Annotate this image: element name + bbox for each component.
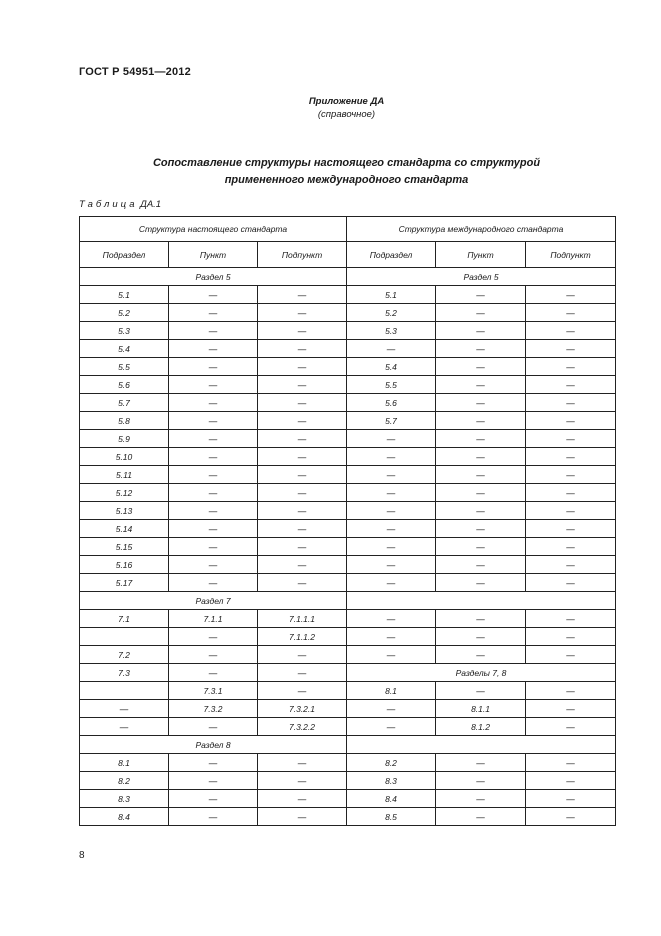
table-cell: — (258, 286, 347, 304)
table-row (80, 700, 616, 718)
column-header: Подпункт (258, 242, 347, 268)
table-cell: 5.4 (80, 340, 169, 358)
table-cell: — (526, 448, 616, 466)
table-cell: 5.9 (80, 430, 169, 448)
table-row (80, 484, 616, 502)
table-cell: — (436, 430, 526, 448)
table-cell: — (258, 376, 347, 394)
table-cell: — (436, 772, 526, 790)
table-cell: 7.3.1 (169, 682, 258, 700)
table-cell: 7.3.2.1 (258, 700, 347, 718)
table-cell: 5.3 (80, 322, 169, 340)
table-cell: — (258, 538, 347, 556)
table-cell: — (80, 700, 169, 718)
table-cell: — (526, 340, 616, 358)
section-empty-right (347, 736, 616, 754)
table-cell: — (436, 286, 526, 304)
section-row (80, 736, 616, 754)
group-header-right: Структура международного стандарта (347, 217, 616, 242)
table-cell: — (347, 700, 436, 718)
table-cell: — (169, 286, 258, 304)
section-label-left: Раздел 7 (80, 592, 347, 610)
table-row (80, 286, 616, 304)
table-row (80, 520, 616, 538)
table-row (80, 718, 616, 736)
table-cell: — (436, 466, 526, 484)
table-cell: — (526, 394, 616, 412)
document-title-line-1: Сопоставление структуры настоящего стандарта со структурой (152, 157, 541, 169)
table-cell: — (347, 502, 436, 520)
column-header: Подраздел (347, 242, 436, 268)
table-cell: — (347, 484, 436, 502)
table-cell: — (526, 466, 616, 484)
table-cell: — (526, 772, 616, 790)
table-cell: — (258, 754, 347, 772)
table-cell: — (258, 556, 347, 574)
table-cell: — (436, 646, 526, 664)
table-cell: — (526, 790, 616, 808)
table-cell: — (347, 610, 436, 628)
table-row (80, 664, 616, 682)
table-cell: 5.1 (80, 286, 169, 304)
table-cell: — (258, 322, 347, 340)
table-cell: — (436, 520, 526, 538)
table-cell: — (258, 502, 347, 520)
table-cell: 5.3 (347, 322, 436, 340)
section-row (80, 268, 616, 286)
table-cell: — (258, 772, 347, 790)
table-cell: — (169, 304, 258, 322)
table-cell: — (526, 430, 616, 448)
table-cell: 7.1.1.1 (258, 610, 347, 628)
table-cell: — (258, 808, 347, 826)
table-cell: — (526, 304, 616, 322)
table-cell: — (436, 808, 526, 826)
table-row (80, 502, 616, 520)
table-cell: 5.12 (80, 484, 169, 502)
table-cell: 8.3 (347, 772, 436, 790)
table-cell: — (347, 538, 436, 556)
table-row (80, 772, 616, 790)
table-cell: — (258, 466, 347, 484)
column-header: Подпункт (526, 242, 616, 268)
appendix-type: (справочное) (317, 109, 376, 120)
table-cell: 8.4 (347, 790, 436, 808)
table-row (80, 610, 616, 628)
table-cell: — (436, 754, 526, 772)
table-cell: — (169, 646, 258, 664)
table-caption-id: ДА.1 (140, 199, 162, 210)
table-row (80, 430, 616, 448)
table-cell: — (436, 358, 526, 376)
table-cell: — (258, 520, 347, 538)
column-header: Пункт (436, 242, 526, 268)
table-cell: — (436, 484, 526, 502)
table-cell: — (526, 322, 616, 340)
table-cell: 5.1 (347, 286, 436, 304)
table-cell: — (169, 394, 258, 412)
table-cell: — (526, 610, 616, 628)
section-label-right: Разделы 7, 8 (347, 664, 616, 682)
table-caption-word: Таблица (79, 199, 138, 210)
table-cell: — (258, 340, 347, 358)
table-cell: — (169, 466, 258, 484)
table-cell: 5.7 (80, 394, 169, 412)
table-cell: 5.8 (80, 412, 169, 430)
table-cell: — (169, 358, 258, 376)
table-row (80, 790, 616, 808)
group-header-left: Структура настоящего стандарта (80, 217, 347, 242)
table-row (80, 808, 616, 826)
table-cell: — (347, 340, 436, 358)
table-cell: 5.6 (80, 376, 169, 394)
table-cell: 5.5 (80, 358, 169, 376)
table-cell: — (169, 322, 258, 340)
table-cell: — (169, 538, 258, 556)
table-cell: — (169, 520, 258, 538)
table-cell: — (436, 682, 526, 700)
table-cell: 8.4 (80, 808, 169, 826)
table-cell: — (436, 538, 526, 556)
table-cell: 5.10 (80, 448, 169, 466)
table-cell: — (258, 448, 347, 466)
standard-designation: ГОСТ Р 54951—2012 (79, 66, 191, 78)
table-cell: — (169, 808, 258, 826)
table-cell: — (436, 304, 526, 322)
document-title-line-2: примененного международного стандарта (224, 174, 469, 186)
table-cell: — (169, 718, 258, 736)
table-cell: — (80, 718, 169, 736)
table-cell: — (169, 376, 258, 394)
column-header: Пункт (169, 242, 258, 268)
section-empty-right (347, 592, 616, 610)
table-cell: — (436, 394, 526, 412)
table-cell: — (258, 394, 347, 412)
table-cell: — (436, 556, 526, 574)
table-cell: — (436, 340, 526, 358)
table-cell: — (436, 502, 526, 520)
group-header-row (80, 217, 616, 242)
table-cell: 8.5 (347, 808, 436, 826)
table-cell: — (436, 790, 526, 808)
table-cell: — (347, 556, 436, 574)
table-cell: — (526, 574, 616, 592)
table-row (80, 538, 616, 556)
table-cell: — (347, 520, 436, 538)
table-cell: 7.3.2 (169, 700, 258, 718)
table-cell: — (526, 682, 616, 700)
table-cell: 7.2 (80, 646, 169, 664)
table-cell: 8.1.1 (436, 700, 526, 718)
table-cell: — (347, 430, 436, 448)
table-cell: — (169, 664, 258, 682)
table-cell: — (258, 412, 347, 430)
table-row (80, 376, 616, 394)
table-cell: — (436, 412, 526, 430)
table-cell: 7.1.1 (169, 610, 258, 628)
table-cell: — (258, 430, 347, 448)
table-cell: — (436, 610, 526, 628)
table-cell: — (526, 700, 616, 718)
table-cell: 8.3 (80, 790, 169, 808)
table-row (80, 322, 616, 340)
section-label-left: Раздел 5 (80, 268, 347, 286)
table-cell: — (436, 322, 526, 340)
table-cell: 5.17 (80, 574, 169, 592)
table-cell: — (169, 556, 258, 574)
table-cell: — (526, 484, 616, 502)
page-number: 8 (79, 850, 85, 861)
table-cell: 7.3.2.2 (258, 718, 347, 736)
column-header: Подраздел (80, 242, 169, 268)
table-cell: — (169, 502, 258, 520)
table-cell: — (169, 628, 258, 646)
table-cell: — (347, 466, 436, 484)
table-row (80, 394, 616, 412)
table-cell: — (526, 808, 616, 826)
table-cell: — (258, 790, 347, 808)
table-row (80, 754, 616, 772)
table-cell: 7.1 (80, 610, 169, 628)
table-cell: — (169, 430, 258, 448)
table-cell: — (169, 754, 258, 772)
table-cell: — (526, 376, 616, 394)
table-cell: — (169, 484, 258, 502)
section-label-left: Раздел 8 (80, 736, 347, 754)
table-row (80, 682, 616, 700)
table-cell: — (436, 574, 526, 592)
column-header-row (80, 242, 616, 268)
table-cell: — (526, 718, 616, 736)
table-cell: — (169, 340, 258, 358)
table-cell: — (436, 628, 526, 646)
table-row (80, 448, 616, 466)
section-row (80, 592, 616, 610)
table-cell: — (169, 790, 258, 808)
table-row (80, 574, 616, 592)
table-cell: 5.5 (347, 376, 436, 394)
table-cell (80, 628, 169, 646)
table-row (80, 412, 616, 430)
table-cell: 8.1 (80, 754, 169, 772)
table-cell: — (526, 646, 616, 664)
table-cell: — (436, 448, 526, 466)
table-cell: 5.7 (347, 412, 436, 430)
table-cell: 5.13 (80, 502, 169, 520)
table-cell: — (526, 754, 616, 772)
table-cell: 8.1.2 (436, 718, 526, 736)
table-cell: — (526, 538, 616, 556)
table-cell: 5.14 (80, 520, 169, 538)
table-cell: 8.2 (80, 772, 169, 790)
table-cell: — (347, 448, 436, 466)
table-cell: 5.2 (80, 304, 169, 322)
table-cell: 5.11 (80, 466, 169, 484)
table-cell: — (526, 556, 616, 574)
table-cell: — (258, 304, 347, 322)
table-cell: — (258, 682, 347, 700)
table-cell: — (526, 286, 616, 304)
table-cell: — (258, 484, 347, 502)
table-cell: — (169, 772, 258, 790)
table-cell: — (436, 376, 526, 394)
table-cell: — (526, 358, 616, 376)
table-cell (80, 682, 169, 700)
structure-comparison-table (79, 216, 616, 826)
table-cell: — (526, 628, 616, 646)
table-cell: — (347, 718, 436, 736)
table-cell: 7.3 (80, 664, 169, 682)
table-cell: — (347, 628, 436, 646)
table-row (80, 466, 616, 484)
table-cell: — (347, 646, 436, 664)
appendix-name: Приложение ДА (308, 96, 385, 107)
table-cell: 5.15 (80, 538, 169, 556)
table-cell: — (169, 574, 258, 592)
table-cell: — (258, 574, 347, 592)
table-caption (79, 199, 161, 210)
table-cell: 7.1.1.2 (258, 628, 347, 646)
table-row (80, 628, 616, 646)
table-cell: — (258, 358, 347, 376)
table-cell: 5.2 (347, 304, 436, 322)
table-cell: 5.4 (347, 358, 436, 376)
table-cell: — (169, 448, 258, 466)
table-cell: — (526, 502, 616, 520)
table-cell: — (258, 646, 347, 664)
table-cell: — (526, 520, 616, 538)
table-row (80, 556, 616, 574)
table-cell: 8.1 (347, 682, 436, 700)
section-label-right: Раздел 5 (347, 268, 616, 286)
table-cell: 5.16 (80, 556, 169, 574)
table-cell: — (169, 412, 258, 430)
table-cell: — (526, 412, 616, 430)
table-row (80, 340, 616, 358)
table-row (80, 358, 616, 376)
table-cell: 5.6 (347, 394, 436, 412)
table-cell: — (258, 664, 347, 682)
table-cell: — (347, 574, 436, 592)
table-cell: 8.2 (347, 754, 436, 772)
table-row (80, 304, 616, 322)
table-row (80, 646, 616, 664)
